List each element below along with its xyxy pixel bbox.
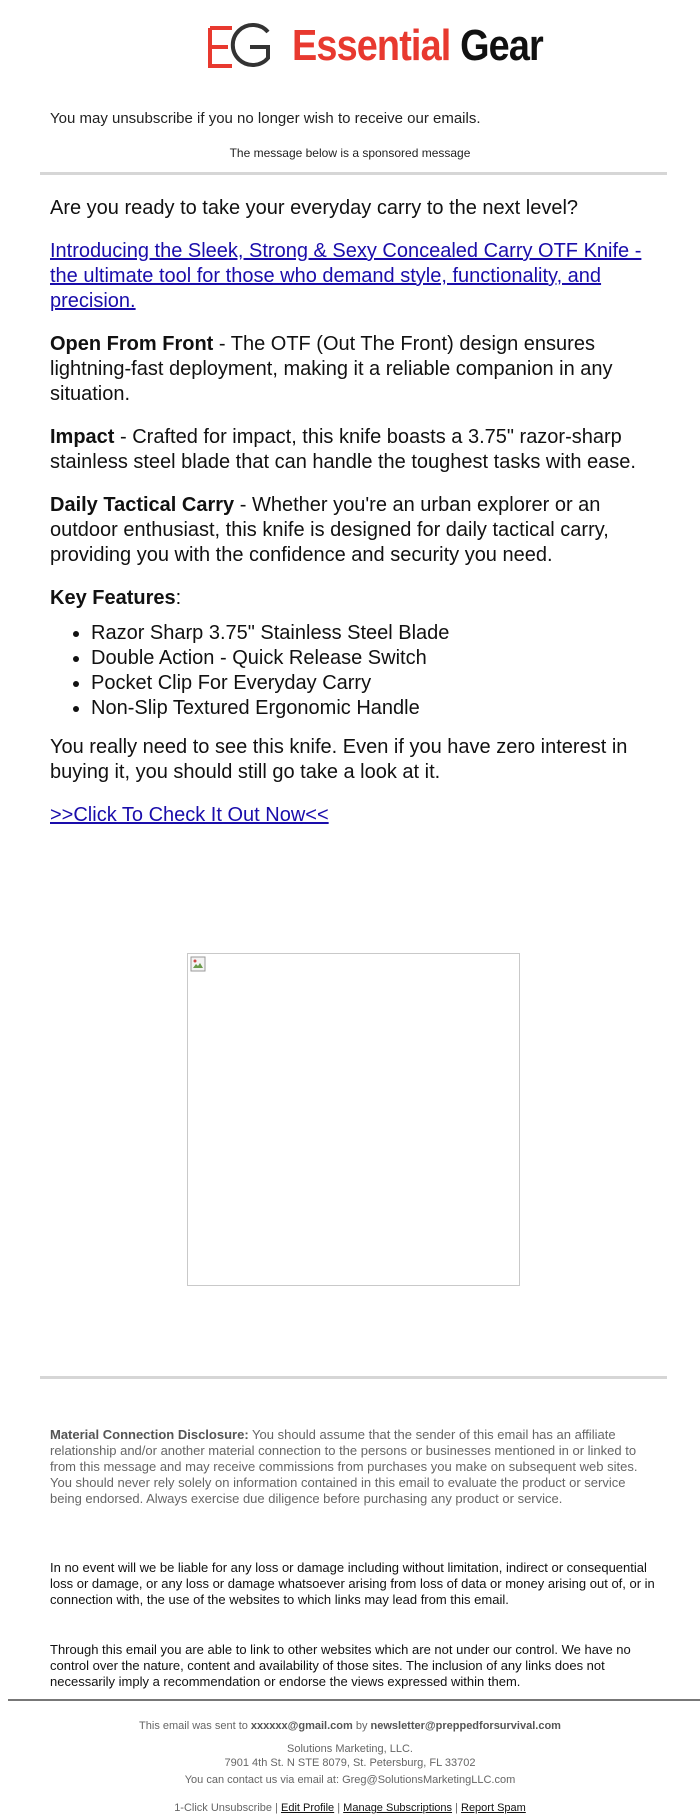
- disclosure-text: You should assume that the sender of this email has an affiliate relationship and/or another material connection to the persons or businesses mentioned in or linked to from this message and may receive commissions from purchases you make on subsequent web sites. You should never rely solely on information contained in this email to evaluate the product or service being endorsed. Always exercise due diligence before purchasing any product or service.: [50, 1427, 638, 1506]
- brand-name-part2: Gear: [460, 21, 543, 70]
- list-item: • Razor Sharp 3.75" Stainless Steel Blade: [91, 621, 665, 646]
- report-spam-link[interactable]: Report Spam: [461, 1802, 526, 1814]
- section-open-front: [50, 332, 665, 407]
- company-name: Solutions Marketing, LLC.: [287, 1743, 413, 1755]
- section-daily-carry: [50, 493, 665, 568]
- eg-monogram-icon: [206, 20, 272, 70]
- section-text: - Whether you're an urban explorer or an outdoor enthusiast, this knife is designed for daily tactical carry, providing you with the confidence and security you need.: [50, 494, 609, 566]
- manage-subscriptions-link[interactable]: Manage Subscriptions: [343, 1802, 453, 1814]
- brand-logo: [0, 18, 700, 74]
- product-image[interactable]: [187, 953, 520, 1286]
- list-item: • Pocket Clip For Everyday Carry: [91, 671, 665, 696]
- external-links-paragraph: Through this email you are able to link to other websites which are not under our control. We have no control over the nature, content and availability of those sites. The inclusion of any links does not necessarily imply a recommendation or endorse the views expressed within them.: [50, 1642, 631, 1689]
- brand-wordmark: [292, 22, 543, 70]
- headline-link[interactable]: Introducing the Sleek, Strong & Sexy Concealed Carry OTF Knife - the ultimate tool for those who demand style, functionality, and precision.: [50, 240, 642, 312]
- features-title: Key Features: [50, 587, 176, 609]
- section-text: - The OTF (Out The Front) design ensures lightning-fast deployment, making it a reliable companion in any situation.: [50, 333, 613, 405]
- top-divider: [40, 172, 667, 175]
- footer-links: 1-Click Unsubscribe | Edit Profile | Manage Subscriptions | Report Spam: [174, 1802, 526, 1814]
- street-address: 7901 4th St. N STE 8079, St. Petersburg, FL 33702: [224, 1757, 476, 1769]
- section-title: Open From Front: [50, 333, 214, 355]
- sponsored-notice: The message below is a sponsored message: [229, 146, 471, 160]
- features-heading: Key Features:: [50, 587, 182, 609]
- closing-text: You really need to see this knife. Even if you have zero interest in buying it, you should still go take a look at it.: [50, 736, 628, 783]
- recipient-email: xxxxxx@gmail.com: [250, 1720, 353, 1732]
- section-impact: [50, 425, 665, 475]
- footer-divider: [8, 1699, 700, 1701]
- disclosure-label: Material Connection Disclosure:: [50, 1427, 249, 1442]
- section-text: - Crafted for impact, this knife boasts a 3.75" razor-sharp stainless steel blade that can handle the toughest tasks with ease.: [50, 426, 636, 473]
- material-connection-disclosure: [50, 1427, 660, 1507]
- one-click-unsubscribe[interactable]: 1-Click Unsubscribe: [174, 1802, 272, 1814]
- intro-text: Are you ready to take your everyday carry to the next level?: [50, 197, 579, 219]
- section-title: Daily Tactical Carry: [50, 494, 235, 516]
- broken-image-icon: [190, 956, 206, 972]
- list-item: • Double Action - Quick Release Switch: [91, 646, 665, 671]
- brand-name-part1: Essential: [292, 21, 451, 70]
- unsubscribe-notice: You may unsubscribe if you no longer wish to receive our emails.: [50, 110, 481, 127]
- sent-to-line: This email was sent to xxxxxx@gmail.com by newsletter@preppedforsurvival.com: [139, 1720, 561, 1732]
- edit-profile-link[interactable]: Edit Profile: [280, 1802, 335, 1814]
- bottom-divider: [40, 1376, 667, 1379]
- list-item: • Non-Slip Textured Ergonomic Handle: [91, 696, 665, 721]
- liability-paragraph: In no event will we be liable for any loss or damage including without limitation, indirect or consequential loss or damage, or any loss or damage whatsoever arising from loss of data or money arising out of, or in connection with, the use of the websites to which links may lead from this email.: [50, 1560, 655, 1607]
- section-title: Impact: [50, 426, 115, 448]
- sender-email: newsletter@preppedforsurvival.com: [370, 1720, 561, 1732]
- cta-link[interactable]: >>Click To Check It Out Now<<: [50, 804, 329, 826]
- features-list: [50, 621, 665, 721]
- contact-line: You can contact us via email at: Greg@SolutionsMarketingLLC.com: [184, 1774, 516, 1786]
- company-address: [0, 1742, 700, 1770]
- message-body: [50, 196, 665, 846]
